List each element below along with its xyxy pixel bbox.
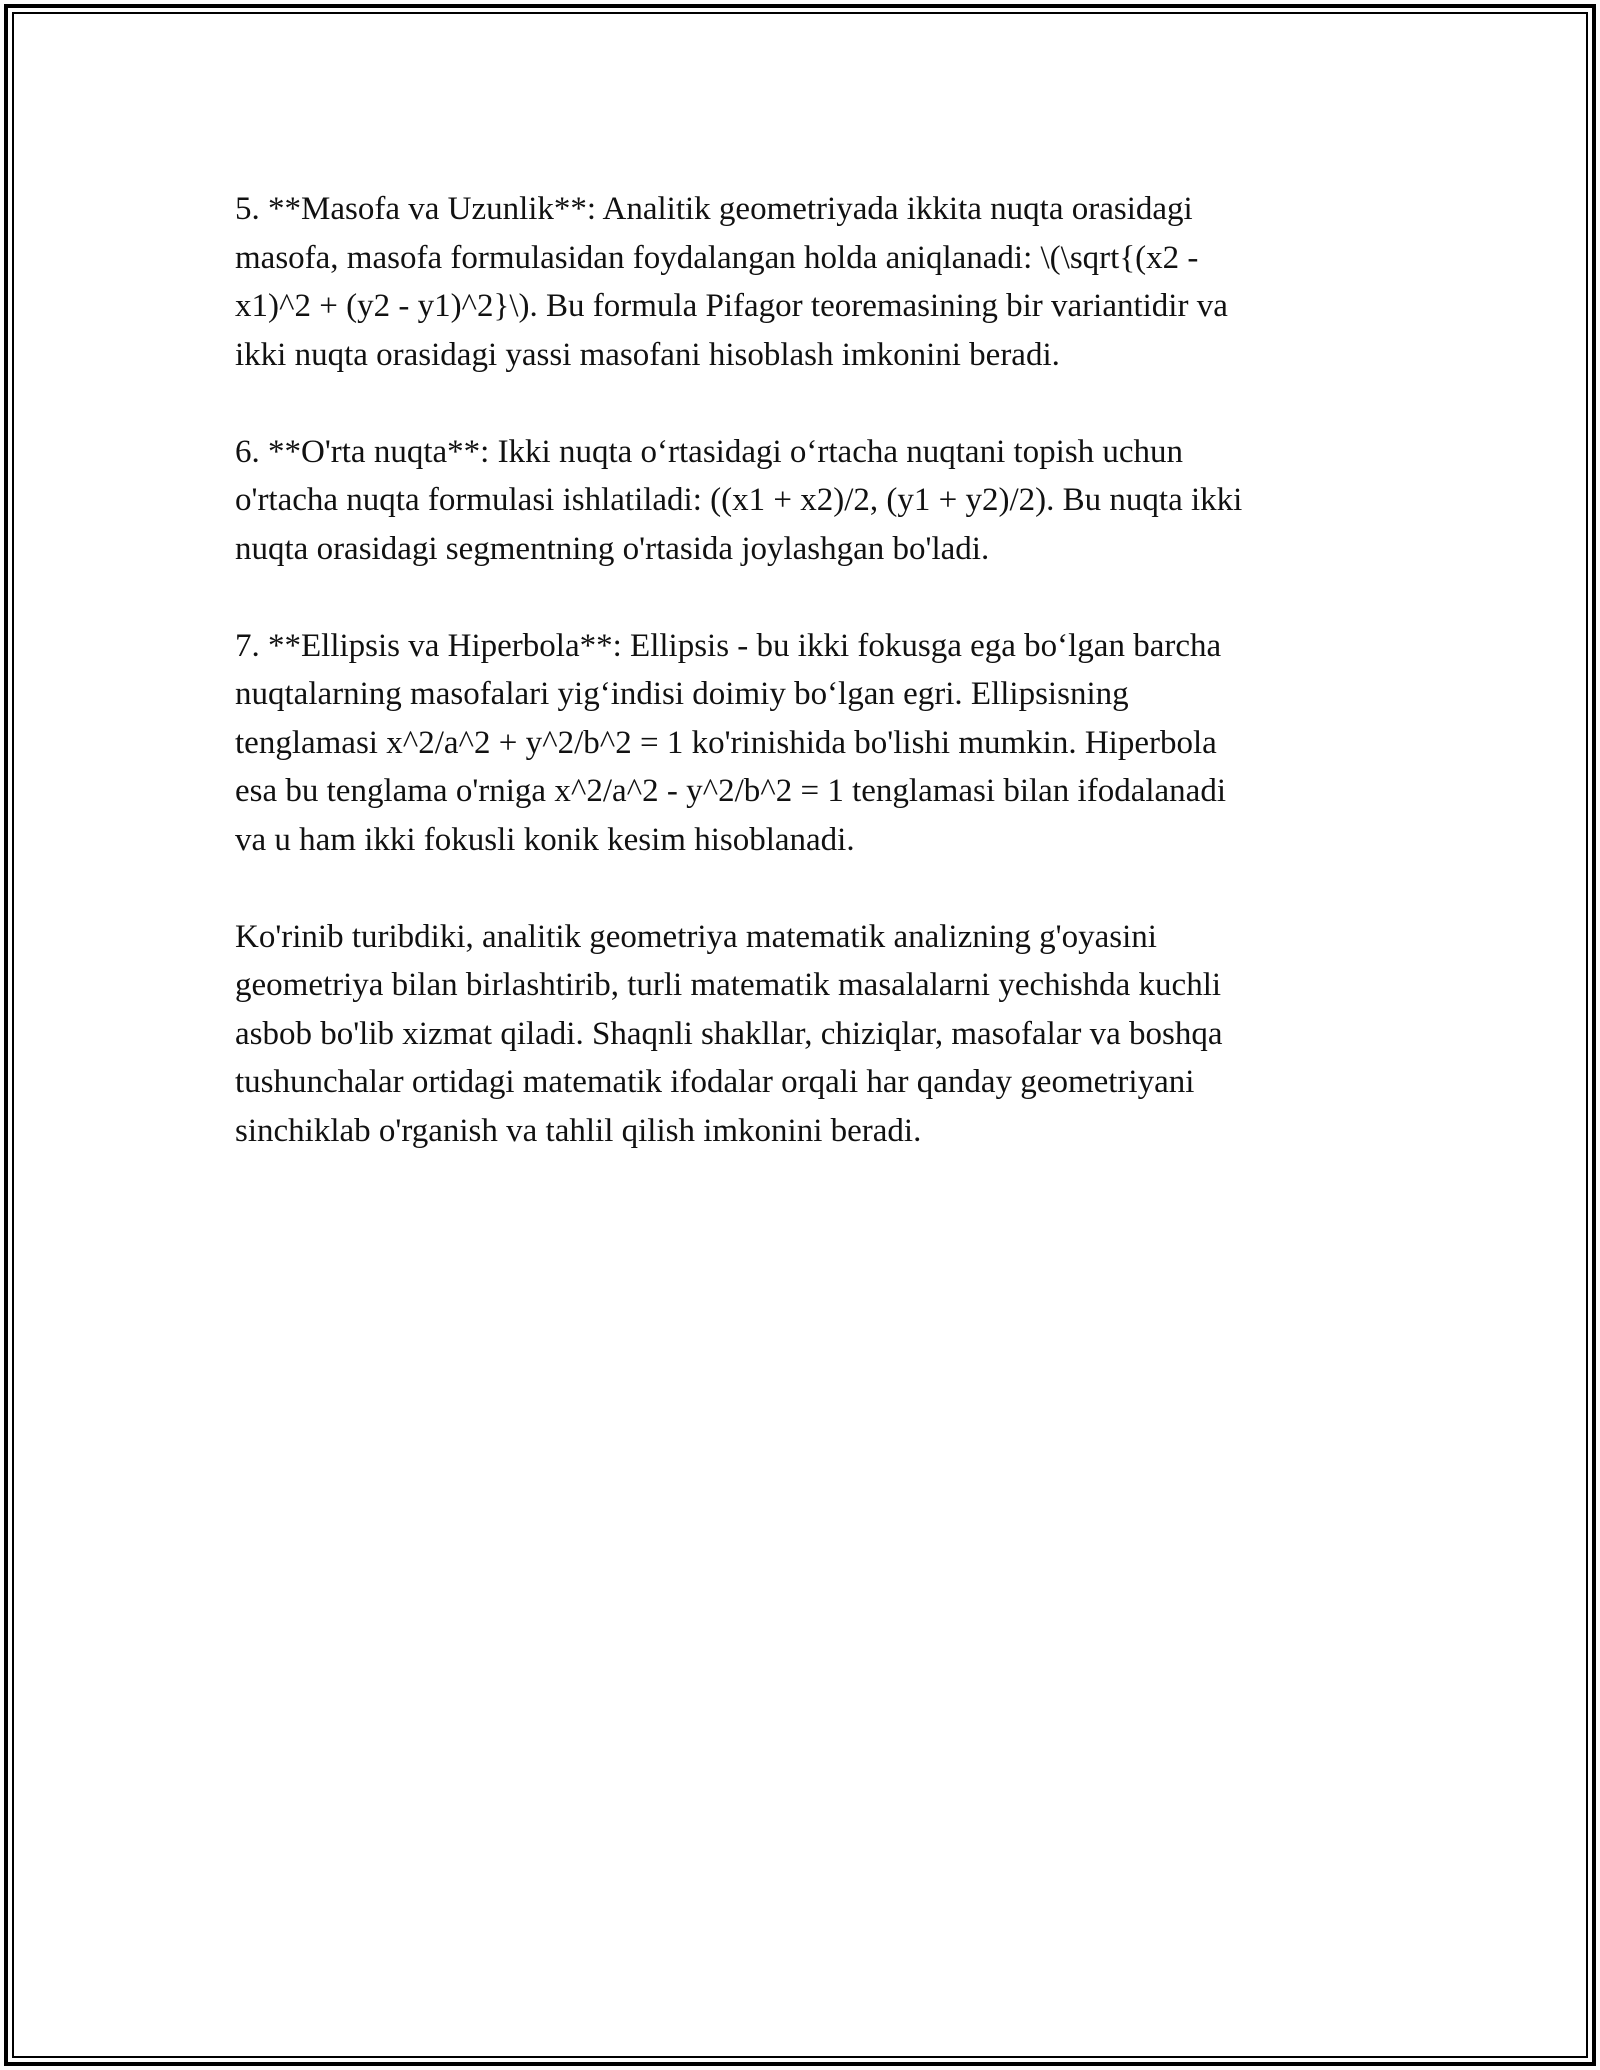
- paragraph-conclusion: Ko'rinib turibdiki, analitik geometriya matematik analizning g'oyasini geometriya bilan birlashtirib, turli matematik masalalarni yechishda kuchli asbob bo'lib xizmat qiladi. Shaqnli shakllar, chiziqlar, masofalar va boshqa tushunchalar ortidagi matematik ifodalar orqali har qanday geometriyani sinchiklab o'rganish va tahlil qilish imkonini beradi.: [235, 918, 1223, 1149]
- document-body: [235, 185, 1365, 1204]
- paragraph-distance-and-length: 5. **Masofa va Uzunlik**: Analitik geometriyada ikkita nuqta orasidagi masofa, masofa formulasidan foydalangan holda aniqlanadi: \(\sqrt{(x2 - x1)^2 + (y2 - y1)^2}\). Bu formula Pifagor teoremasining bir variantidir va ikki nuqta orasidagi yassi masofani hisoblash imkonini beradi.: [235, 191, 1228, 373]
- paragraph-ellipse-and-hyperbola: 7. **Ellipsis va Hiperbola**: Ellipsis - bu ikki fokusga ega bo‘lgan barcha nuqtalarning masofalari yig‘indisi doimiy bo‘lgan egri. Ellipsisning tenglamasi x^2/a^2 + y^2/b^2 = 1 ko'rinishida bo'lishi mumkin. Hiperbola esa bu tenglama o'rniga x^2/a^2 - y^2/b^2 = 1 tenglamasi bilan ifodalanadi va u ham ikki fokusli konik kesim hisoblanadi.: [235, 627, 1226, 858]
- paragraph-midpoint: 6. **O'rta nuqta**: Ikki nuqta o‘rtasidagi o‘rtacha nuqtani topish uchun o'rtacha nuqta formulasi ishlatiladi: ((x1 + x2)/2, (y1 + y2)/2). Bu nuqta ikki nuqta orasidagi segmentning o'rtasida joylashgan bo'ladi.: [235, 433, 1243, 567]
